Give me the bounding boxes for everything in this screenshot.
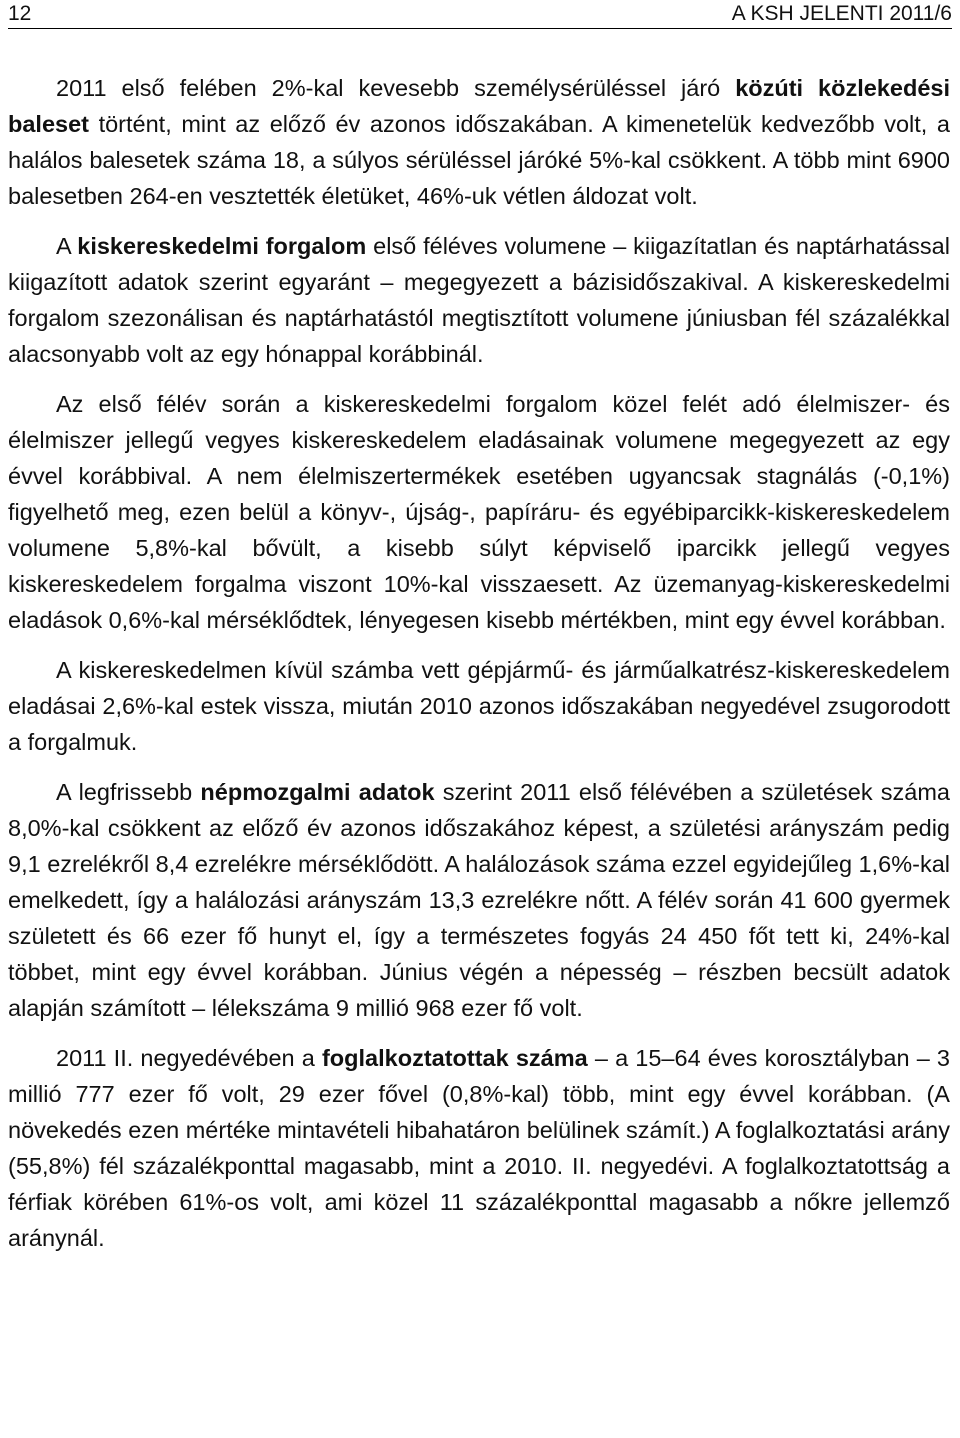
text-run: A legfrissebb [56, 779, 201, 805]
text-run: 2011 első felében 2%-kal kevesebb személysérüléssel járó [56, 75, 736, 101]
paragraph-retail-trade [8, 228, 950, 372]
text-run: A kiskereskedelmen kívül számba vett gépjármű- és járműalkatrész-kiskereskedelem eladásai 2,6%-kal estek vissza, miután 2010 azonos időszakában negyedével zsugorodott a forgalmuk. [8, 657, 950, 755]
paragraph-road-accidents [8, 70, 950, 214]
paragraph-vital-statistics [8, 774, 950, 1026]
text-run: 2011 II. negyedévében a [56, 1045, 322, 1071]
bold-term: foglalkoztatottak száma [321, 1045, 588, 1071]
bold-term: kiskereskedelmi forgalom [77, 233, 367, 259]
bold-term: népmozgalmi adatok [200, 779, 435, 805]
page-number: 12 [8, 2, 32, 25]
text-run: első féléves volumene – kiigazítatlan és naptárhatással kiigazított adatok szerint egyaránt – megegyezett a bázisidőszakival. A kiskereskedelmi forgalom szezonálisan és naptárhatástól megtisztított volumene júniusban fél százalékkal alacsonyabb volt az egy hónappal korábbinál. [8, 233, 950, 367]
text-run: Az első félév során a kiskereskedelmi forgalom közel felét adó élelmiszer- és élelmiszer jellegű vegyes kiskereskedelem eladásainak volumene megegyezett az egy évvel korábbival. A nem élelmiszertermékek esetében ugyancsak stagnálás (-0,1%) figyelhető meg, ezen belül a könyv-, újság-, papíráru- és egyébiparcikk-kiskereskedelem volumene 5,8%-kal bővült, a kisebb súlyt képviselő iparcikk jellegű vegyes kiskereskedelem forgalma viszont 10%-kal visszaesett. Az üzemanyag-kiskereskedelmi eladások 0,6%-kal mérséklődtek, lényegesen kisebb mértékben, mint egy évvel korábban. [8, 391, 950, 633]
paragraph-employment [8, 1040, 950, 1256]
paragraph-vehicle-retail [8, 652, 950, 760]
text-run: történt, mint az előző év azonos időszakában. A kimenetelük kedvezőbb volt, a halálos balesetek száma 18, a súlyos sérüléssel járóké 5%-kal csökkent. A több mint 6900 balesetben 264-en vesztették életüket, 46%-uk vétlen áldozat volt. [8, 111, 950, 209]
bold-term: közúti közlekedési baleset [8, 75, 950, 137]
text-run: A [56, 233, 78, 259]
publication-title: A KSH JELENTI 2011/6 [731, 2, 952, 25]
paragraph-food-retail [8, 386, 950, 638]
body-text [8, 70, 950, 1270]
text-run: – a 15–64 éves korosztályban – 3 millió 777 ezer fő volt, 29 ezer fővel (0,8%-kal) több, mint egy évvel korábban. (A növekedés ezen mértéke mintavételi hibahatáron belülinek számít.) A foglalkoztatási arány (55,8%) fél százalékponttal magasabb, mint a 2010. II. negyedévi. A foglalkoztatottság a férfiak körében 61%-os volt, ami közel 11 százalékponttal magasabb a nőkre jellemző aránynál. [8, 1045, 950, 1251]
page-header [8, 0, 952, 29]
text-run: szerint 2011 első félévében a születések száma 8,0%-kal csökkent az előző év azonos időszakához képest, a születési arányszám pedig 9,1 ezrelékről 8,4 ezrelékre mérséklődött. A halálozások száma ezzel egyidejűleg 1,6%-kal emelkedett, így a halálozási arányszám 13,3 ezrelékre nőtt. A félév során 41 600 gyermek született és 66 ezer fő hunyt el, így a természetes fogyás 24 450 főt tett ki, 24%-kal többet, mint egy évvel korábban. Június végén a népesség – részben becsült adatok alapján számított – lélekszáma 9 millió 968 ezer fő volt. [8, 779, 950, 1021]
